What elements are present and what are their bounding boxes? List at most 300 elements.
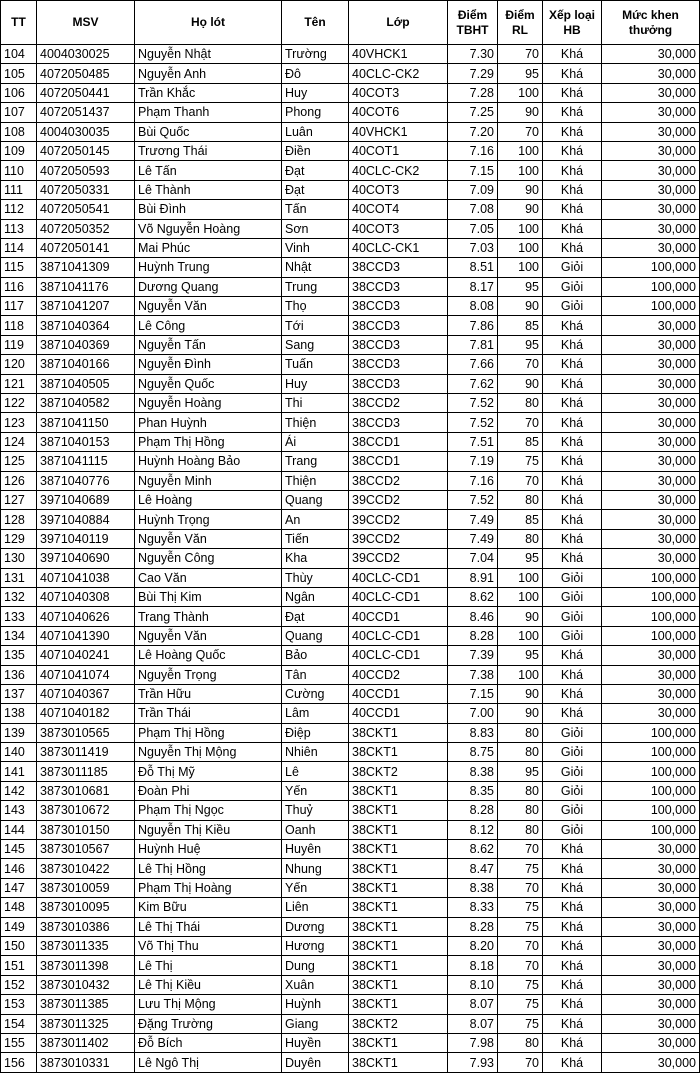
cell-lop: 40CCD1 [349, 607, 448, 626]
cell-diem-tbht: 7.93 [448, 1053, 498, 1072]
cell-diem-tbht: 7.52 [448, 490, 498, 509]
cell-diem-rl: 80 [498, 743, 543, 762]
cell-diem-tbht: 7.04 [448, 549, 498, 568]
cell-ten: Phong [282, 103, 349, 122]
cell-xep-loai: Khá [543, 238, 602, 257]
cell-ten: Đạt [282, 161, 349, 180]
cell-diem-rl: 95 [498, 277, 543, 296]
cell-ten: Luân [282, 122, 349, 141]
table-row [1, 200, 700, 219]
cell-muc-khen: 30,000 [602, 1033, 700, 1052]
cell-tt: 131 [1, 568, 37, 587]
cell-ho-lot: Trần Hữu [135, 684, 282, 703]
cell-lop: 40CLC-CD1 [349, 587, 448, 606]
cell-xep-loai: Khá [543, 1053, 602, 1072]
cell-lop: 38CCD3 [349, 316, 448, 335]
table-row [1, 1053, 700, 1072]
cell-lop: 38CKT1 [349, 743, 448, 762]
cell-tt: 142 [1, 781, 37, 800]
cell-lop: 38CKT1 [349, 840, 448, 859]
cell-xep-loai: Khá [543, 374, 602, 393]
cell-ho-lot: Lê Thành [135, 180, 282, 199]
cell-tt: 147 [1, 878, 37, 897]
cell-msv: 3971040690 [37, 549, 135, 568]
cell-lop: 38CCD2 [349, 394, 448, 413]
table-row [1, 335, 700, 354]
header-xep-loai: Xếp loại HB [543, 1, 602, 45]
table-row [1, 587, 700, 606]
cell-ho-lot: Huỳnh Trọng [135, 510, 282, 529]
cell-msv: 3873010672 [37, 801, 135, 820]
table-row [1, 801, 700, 820]
cell-ten: Tiến [282, 529, 349, 548]
cell-lop: 38CCD3 [349, 413, 448, 432]
cell-tt: 122 [1, 394, 37, 413]
cell-xep-loai: Khá [543, 840, 602, 859]
cell-diem-rl: 100 [498, 238, 543, 257]
cell-muc-khen: 100,000 [602, 801, 700, 820]
cell-msv: 3873010681 [37, 781, 135, 800]
cell-ten: Huy [282, 374, 349, 393]
cell-msv: 3873011335 [37, 936, 135, 955]
cell-tt: 136 [1, 665, 37, 684]
header-muc-khen: Mức khen thưởng [602, 1, 700, 45]
cell-diem-tbht: 7.25 [448, 103, 498, 122]
cell-lop: 38CCD3 [349, 297, 448, 316]
cell-ten: Hương [282, 936, 349, 955]
cell-muc-khen: 30,000 [602, 471, 700, 490]
cell-diem-rl: 85 [498, 510, 543, 529]
cell-msv: 3873011419 [37, 743, 135, 762]
table-row [1, 471, 700, 490]
cell-xep-loai: Khá [543, 995, 602, 1014]
cell-ho-lot: Nguyễn Nhật [135, 45, 282, 64]
cell-ho-lot: Lê Thị Kiều [135, 975, 282, 994]
cell-msv: 4072051437 [37, 103, 135, 122]
cell-ho-lot: Nguyễn Tấn [135, 335, 282, 354]
cell-tt: 121 [1, 374, 37, 393]
cell-tt: 130 [1, 549, 37, 568]
cell-diem-rl: 75 [498, 1014, 543, 1033]
cell-tt: 154 [1, 1014, 37, 1033]
cell-xep-loai: Khá [543, 665, 602, 684]
table-row [1, 723, 700, 742]
cell-tt: 118 [1, 316, 37, 335]
header-tt: TT [1, 1, 37, 45]
cell-tt: 134 [1, 626, 37, 645]
cell-msv: 3871040369 [37, 335, 135, 354]
cell-xep-loai: Khá [543, 1014, 602, 1033]
cell-diem-tbht: 8.62 [448, 840, 498, 859]
cell-diem-rl: 80 [498, 1033, 543, 1052]
cell-muc-khen: 30,000 [602, 684, 700, 703]
cell-ten: Thiện [282, 471, 349, 490]
cell-tt: 135 [1, 646, 37, 665]
cell-lop: 40CCD2 [349, 665, 448, 684]
cell-diem-rl: 95 [498, 549, 543, 568]
cell-ho-lot: Phạm Thị Hồng [135, 723, 282, 742]
cell-ho-lot: Lê Thị [135, 956, 282, 975]
cell-msv: 3873010432 [37, 975, 135, 994]
cell-xep-loai: Khá [543, 103, 602, 122]
cell-ho-lot: Nguyễn Văn [135, 529, 282, 548]
cell-muc-khen: 100,000 [602, 626, 700, 645]
cell-tt: 141 [1, 762, 37, 781]
cell-diem-tbht: 8.07 [448, 1014, 498, 1033]
cell-ho-lot: Nguyễn Văn [135, 297, 282, 316]
cell-ten: An [282, 510, 349, 529]
cell-diem-rl: 85 [498, 316, 543, 335]
cell-muc-khen: 30,000 [602, 161, 700, 180]
cell-diem-tbht: 8.10 [448, 975, 498, 994]
cell-ho-lot: Lê Thị Thái [135, 917, 282, 936]
cell-xep-loai: Giỏi [543, 277, 602, 296]
cell-diem-tbht: 7.81 [448, 335, 498, 354]
cell-lop: 38CKT1 [349, 859, 448, 878]
cell-msv: 3873010095 [37, 898, 135, 917]
table-row [1, 394, 700, 413]
cell-msv: 4071040367 [37, 684, 135, 703]
table-row [1, 529, 700, 548]
cell-xep-loai: Khá [543, 219, 602, 238]
cell-lop: 40CLC-CD1 [349, 646, 448, 665]
cell-ten: Cường [282, 684, 349, 703]
table-row [1, 684, 700, 703]
cell-ho-lot: Đoàn Phi [135, 781, 282, 800]
cell-lop: 40CLC-CK2 [349, 64, 448, 83]
cell-diem-tbht: 7.49 [448, 510, 498, 529]
cell-xep-loai: Giỏi [543, 568, 602, 587]
cell-tt: 137 [1, 684, 37, 703]
cell-xep-loai: Khá [543, 200, 602, 219]
cell-tt: 146 [1, 859, 37, 878]
cell-diem-tbht: 8.91 [448, 568, 498, 587]
cell-lop: 38CKT1 [349, 801, 448, 820]
cell-muc-khen: 30,000 [602, 646, 700, 665]
cell-ho-lot: Lê Hoàng Quốc [135, 646, 282, 665]
cell-msv: 4004030025 [37, 45, 135, 64]
cell-diem-tbht: 7.52 [448, 413, 498, 432]
table-row [1, 917, 700, 936]
cell-muc-khen: 30,000 [602, 219, 700, 238]
cell-ho-lot: Bùi Đình [135, 200, 282, 219]
cell-muc-khen: 30,000 [602, 936, 700, 955]
cell-lop: 38CKT2 [349, 1014, 448, 1033]
cell-xep-loai: Khá [543, 936, 602, 955]
cell-msv: 3971040689 [37, 490, 135, 509]
cell-lop: 40COT3 [349, 219, 448, 238]
cell-ten: Dung [282, 956, 349, 975]
cell-ten: Duyên [282, 1053, 349, 1072]
cell-xep-loai: Khá [543, 684, 602, 703]
cell-tt: 133 [1, 607, 37, 626]
cell-lop: 38CCD1 [349, 452, 448, 471]
cell-lop: 38CKT1 [349, 917, 448, 936]
cell-lop: 39CCD2 [349, 510, 448, 529]
cell-msv: 4072050485 [37, 64, 135, 83]
cell-tt: 111 [1, 180, 37, 199]
cell-ho-lot: Nguyễn Công [135, 549, 282, 568]
cell-ho-lot: Phạm Thị Hồng [135, 432, 282, 451]
cell-ho-lot: Huỳnh Huệ [135, 840, 282, 859]
cell-muc-khen: 30,000 [602, 549, 700, 568]
cell-xep-loai: Khá [543, 898, 602, 917]
cell-msv: 3871040582 [37, 394, 135, 413]
cell-diem-tbht: 7.52 [448, 394, 498, 413]
cell-xep-loai: Giỏi [543, 626, 602, 645]
cell-muc-khen: 30,000 [602, 103, 700, 122]
cell-ho-lot: Trương Thái [135, 141, 282, 160]
cell-muc-khen: 30,000 [602, 238, 700, 257]
cell-diem-rl: 100 [498, 219, 543, 238]
cell-tt: 104 [1, 45, 37, 64]
cell-msv: 4004030035 [37, 122, 135, 141]
cell-muc-khen: 30,000 [602, 878, 700, 897]
cell-diem-rl: 90 [498, 200, 543, 219]
cell-xep-loai: Khá [543, 878, 602, 897]
cell-ho-lot: Nguyễn Hoàng [135, 394, 282, 413]
cell-xep-loai: Khá [543, 471, 602, 490]
cell-lop: 38CCD3 [349, 277, 448, 296]
cell-diem-tbht: 7.66 [448, 355, 498, 374]
cell-diem-tbht: 7.16 [448, 471, 498, 490]
cell-diem-tbht: 8.08 [448, 297, 498, 316]
cell-tt: 138 [1, 704, 37, 723]
cell-ten: Trung [282, 277, 349, 296]
table-row [1, 258, 700, 277]
cell-diem-tbht: 7.49 [448, 529, 498, 548]
table-row [1, 219, 700, 238]
table-row [1, 665, 700, 684]
cell-msv: 3873011325 [37, 1014, 135, 1033]
cell-ho-lot: Bùi Thị Kim [135, 587, 282, 606]
cell-diem-rl: 90 [498, 374, 543, 393]
cell-xep-loai: Giỏi [543, 723, 602, 742]
cell-ten: Huyên [282, 840, 349, 859]
table-row [1, 510, 700, 529]
cell-ten: Quang [282, 626, 349, 645]
cell-tt: 109 [1, 141, 37, 160]
cell-msv: 3871040166 [37, 355, 135, 374]
cell-muc-khen: 30,000 [602, 859, 700, 878]
cell-lop: 38CKT2 [349, 762, 448, 781]
cell-xep-loai: Khá [543, 704, 602, 723]
cell-msv: 4071040308 [37, 587, 135, 606]
cell-diem-rl: 75 [498, 995, 543, 1014]
cell-lop: 40CLC-CK1 [349, 238, 448, 257]
cell-muc-khen: 30,000 [602, 413, 700, 432]
cell-xep-loai: Khá [543, 122, 602, 141]
cell-msv: 3871041115 [37, 452, 135, 471]
cell-diem-rl: 100 [498, 626, 543, 645]
cell-msv: 3873010150 [37, 820, 135, 839]
cell-diem-rl: 70 [498, 122, 543, 141]
cell-diem-tbht: 8.38 [448, 878, 498, 897]
cell-ten: Tuấn [282, 355, 349, 374]
cell-diem-tbht: 8.75 [448, 743, 498, 762]
table-row [1, 995, 700, 1014]
cell-msv: 3873011385 [37, 995, 135, 1014]
cell-tt: 153 [1, 995, 37, 1014]
cell-diem-rl: 75 [498, 898, 543, 917]
cell-lop: 38CCD3 [349, 374, 448, 393]
cell-xep-loai: Khá [543, 975, 602, 994]
cell-tt: 125 [1, 452, 37, 471]
cell-muc-khen: 30,000 [602, 898, 700, 917]
cell-tt: 143 [1, 801, 37, 820]
table-row [1, 413, 700, 432]
cell-xep-loai: Giỏi [543, 820, 602, 839]
cell-diem-tbht: 7.51 [448, 432, 498, 451]
cell-lop: 38CKT1 [349, 898, 448, 917]
cell-ten: Bảo [282, 646, 349, 665]
cell-diem-tbht: 8.38 [448, 762, 498, 781]
cell-ho-lot: Lê Thị Hồng [135, 859, 282, 878]
cell-tt: 150 [1, 936, 37, 955]
cell-diem-rl: 75 [498, 452, 543, 471]
cell-xep-loai: Giỏi [543, 762, 602, 781]
cell-ho-lot: Nguyễn Trọng [135, 665, 282, 684]
cell-diem-rl: 75 [498, 859, 543, 878]
table-row [1, 297, 700, 316]
cell-tt: 113 [1, 219, 37, 238]
cell-muc-khen: 30,000 [602, 122, 700, 141]
cell-ten: Kha [282, 549, 349, 568]
cell-tt: 152 [1, 975, 37, 994]
cell-muc-khen: 100,000 [602, 587, 700, 606]
cell-ho-lot: Kim Bữu [135, 898, 282, 917]
cell-lop: 40CLC-CK2 [349, 161, 448, 180]
cell-lop: 38CKT1 [349, 995, 448, 1014]
cell-diem-rl: 90 [498, 180, 543, 199]
cell-ho-lot: Lê Ngô Thị [135, 1053, 282, 1072]
cell-ten: Thọ [282, 297, 349, 316]
cell-muc-khen: 100,000 [602, 762, 700, 781]
cell-lop: 40COT1 [349, 141, 448, 160]
table-row [1, 549, 700, 568]
cell-ten: Huy [282, 83, 349, 102]
cell-diem-rl: 100 [498, 665, 543, 684]
cell-diem-rl: 100 [498, 83, 543, 102]
cell-diem-tbht: 7.05 [448, 219, 498, 238]
cell-diem-rl: 80 [498, 394, 543, 413]
cell-xep-loai: Khá [543, 335, 602, 354]
cell-muc-khen: 30,000 [602, 529, 700, 548]
table-row [1, 83, 700, 102]
cell-diem-tbht: 7.00 [448, 704, 498, 723]
cell-ten: Nhiên [282, 743, 349, 762]
cell-lop: 40COT4 [349, 200, 448, 219]
cell-diem-rl: 75 [498, 975, 543, 994]
cell-diem-rl: 70 [498, 355, 543, 374]
cell-diem-rl: 70 [498, 840, 543, 859]
cell-ten: Thùy [282, 568, 349, 587]
cell-msv: 4072050145 [37, 141, 135, 160]
cell-ho-lot: Mai Phúc [135, 238, 282, 257]
cell-ten: Vinh [282, 238, 349, 257]
cell-xep-loai: Khá [543, 394, 602, 413]
cell-lop: 38CCD3 [349, 258, 448, 277]
cell-diem-rl: 100 [498, 141, 543, 160]
cell-msv: 3873010567 [37, 840, 135, 859]
cell-diem-rl: 70 [498, 878, 543, 897]
cell-muc-khen: 30,000 [602, 180, 700, 199]
cell-muc-khen: 30,000 [602, 432, 700, 451]
cell-muc-khen: 30,000 [602, 665, 700, 684]
cell-muc-khen: 30,000 [602, 975, 700, 994]
cell-ho-lot: Võ Thị Thu [135, 936, 282, 955]
cell-ho-lot: Dương Quang [135, 277, 282, 296]
cell-diem-tbht: 8.28 [448, 917, 498, 936]
table-row [1, 180, 700, 199]
cell-xep-loai: Khá [543, 549, 602, 568]
cell-tt: 112 [1, 200, 37, 219]
cell-msv: 3871041150 [37, 413, 135, 432]
cell-msv: 3871040153 [37, 432, 135, 451]
cell-diem-rl: 90 [498, 103, 543, 122]
cell-diem-tbht: 8.20 [448, 936, 498, 955]
cell-muc-khen: 30,000 [602, 956, 700, 975]
cell-xep-loai: Khá [543, 529, 602, 548]
cell-ho-lot: Nguyễn Quốc [135, 374, 282, 393]
cell-ten: Ái [282, 432, 349, 451]
cell-ho-lot: Đỗ Thị Mỹ [135, 762, 282, 781]
cell-diem-rl: 90 [498, 704, 543, 723]
cell-diem-tbht: 8.17 [448, 277, 498, 296]
cell-xep-loai: Khá [543, 355, 602, 374]
cell-diem-rl: 80 [498, 723, 543, 742]
cell-msv: 3873010565 [37, 723, 135, 742]
cell-msv: 3873010331 [37, 1053, 135, 1072]
header-msv: MSV [37, 1, 135, 45]
table-row [1, 490, 700, 509]
cell-diem-rl: 85 [498, 432, 543, 451]
cell-diem-tbht: 7.20 [448, 122, 498, 141]
cell-muc-khen: 30,000 [602, 995, 700, 1014]
cell-msv: 3871041176 [37, 277, 135, 296]
cell-diem-rl: 80 [498, 781, 543, 800]
cell-diem-tbht: 7.08 [448, 200, 498, 219]
cell-lop: 40CLC-CD1 [349, 626, 448, 645]
cell-ho-lot: Phạm Thanh [135, 103, 282, 122]
cell-diem-tbht: 8.12 [448, 820, 498, 839]
cell-muc-khen: 30,000 [602, 374, 700, 393]
cell-tt: 148 [1, 898, 37, 917]
cell-xep-loai: Khá [543, 316, 602, 335]
header-row [1, 1, 700, 45]
cell-diem-tbht: 7.03 [448, 238, 498, 257]
cell-lop: 40VHCK1 [349, 122, 448, 141]
cell-diem-tbht: 7.86 [448, 316, 498, 335]
cell-xep-loai: Khá [543, 956, 602, 975]
cell-tt: 123 [1, 413, 37, 432]
cell-tt: 108 [1, 122, 37, 141]
header-ho-lot: Họ lót [135, 1, 282, 45]
cell-ten: Trường [282, 45, 349, 64]
cell-ten: Yến [282, 878, 349, 897]
table-row [1, 898, 700, 917]
cell-lop: 38CCD2 [349, 471, 448, 490]
cell-lop: 40CCD1 [349, 684, 448, 703]
cell-tt: 127 [1, 490, 37, 509]
cell-lop: 40VHCK1 [349, 45, 448, 64]
cell-diem-rl: 100 [498, 568, 543, 587]
cell-diem-rl: 70 [498, 45, 543, 64]
cell-msv: 3971040119 [37, 529, 135, 548]
cell-diem-tbht: 7.38 [448, 665, 498, 684]
cell-ten: Sơn [282, 219, 349, 238]
cell-diem-tbht: 7.62 [448, 374, 498, 393]
